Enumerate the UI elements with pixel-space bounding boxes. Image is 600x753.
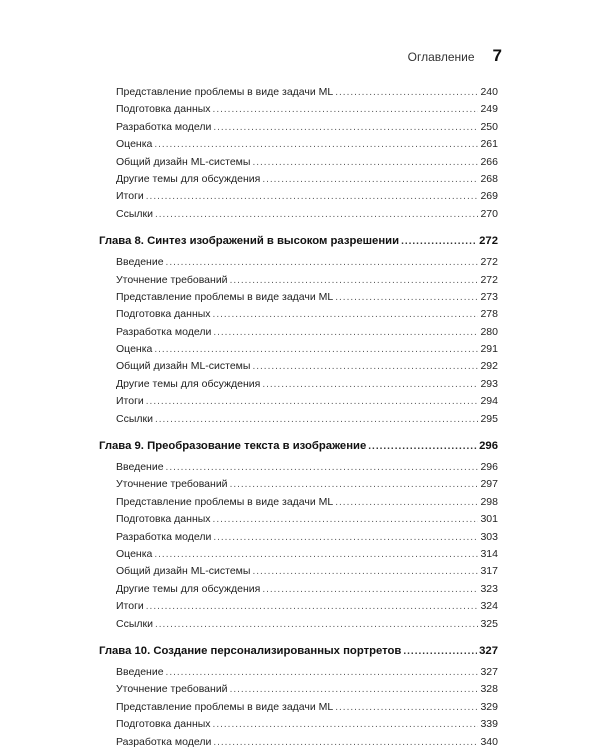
- toc-entry: [99, 513, 498, 530]
- leader-dots: [166, 257, 479, 268]
- chapter-heading: [99, 235, 498, 255]
- toc-entry: [99, 156, 498, 173]
- leader-dots: [335, 87, 478, 98]
- leader-dots: [335, 497, 478, 508]
- toc-entry-page: 280: [480, 325, 498, 338]
- toc-entry-label: Разработка модели: [116, 325, 212, 338]
- table-of-contents: [99, 86, 498, 753]
- toc-entry-label: Подготовка данных: [116, 308, 211, 321]
- running-title: Оглавление: [407, 50, 475, 64]
- toc-entry-page: 328: [480, 683, 498, 696]
- toc-entry: [99, 378, 498, 395]
- toc-entry: [99, 600, 498, 617]
- toc-entry-page: 339: [480, 718, 498, 731]
- toc-entry-page: 293: [480, 377, 498, 390]
- toc-entry: [99, 718, 498, 735]
- toc-entry-page: 278: [480, 308, 498, 321]
- toc-entry: [99, 308, 498, 325]
- leader-dots: [154, 344, 478, 355]
- toc-entry-page: 297: [480, 478, 498, 491]
- toc-entry: [99, 683, 498, 700]
- chapter-page: 272: [479, 235, 498, 248]
- toc-entry-page: 298: [480, 495, 498, 508]
- leader-dots: [401, 236, 477, 247]
- toc-entry: [99, 86, 498, 103]
- leader-dots: [146, 601, 479, 612]
- leader-dots: [262, 379, 478, 390]
- leader-dots: [146, 191, 479, 202]
- toc-entry: [99, 256, 498, 273]
- toc-entry-page: 327: [480, 665, 498, 678]
- toc-entry: [99, 478, 498, 495]
- toc-entry-page: 301: [480, 513, 498, 526]
- toc-entry-page: 323: [480, 582, 498, 595]
- toc-entry-label: Подготовка данных: [116, 103, 211, 116]
- toc-entry-page: 266: [480, 155, 498, 168]
- leader-dots: [155, 619, 479, 630]
- toc-entry-label: Уточнение требований: [116, 478, 228, 491]
- toc-entry-label: Разработка модели: [116, 120, 212, 133]
- toc-entry-label: Представление проблемы в виде задачи ML: [116, 290, 334, 303]
- toc-entry-label: Общий дизайн ML-системы: [116, 565, 251, 578]
- toc-entry-label: Ссылки: [116, 617, 153, 630]
- toc-entry-label: Оценка: [116, 343, 153, 356]
- toc-entry-page: 295: [480, 412, 498, 425]
- leader-dots: [230, 684, 479, 695]
- leader-dots: [155, 209, 479, 220]
- toc-entry-page: 273: [480, 290, 498, 303]
- leader-dots: [146, 396, 479, 407]
- toc-entry: [99, 461, 498, 478]
- leader-dots: [335, 292, 478, 303]
- toc-entry-page: 325: [480, 617, 498, 630]
- toc-entry-page: 291: [480, 343, 498, 356]
- toc-entry: [99, 583, 498, 600]
- toc-entry: [99, 138, 498, 155]
- toc-entry: [99, 121, 498, 138]
- toc-entry: [99, 208, 498, 225]
- toc-entry-label: Введение: [116, 256, 164, 269]
- toc-entry: [99, 736, 498, 753]
- toc-entry-page: 272: [480, 256, 498, 269]
- leader-dots: [252, 566, 478, 577]
- toc-entry: [99, 326, 498, 343]
- chapter-page: 296: [479, 440, 498, 453]
- running-header: [408, 46, 502, 66]
- leader-dots: [262, 174, 478, 185]
- toc-entry-page: 294: [480, 395, 498, 408]
- toc-entry-label: Другие темы для обсуждения: [116, 582, 261, 595]
- leader-dots: [213, 309, 479, 320]
- toc-entry-page: 296: [480, 461, 498, 474]
- toc-entry: [99, 173, 498, 190]
- toc-entry-page: 324: [480, 600, 498, 613]
- toc-entry: [99, 496, 498, 513]
- toc-entry-page: 340: [480, 735, 498, 748]
- chapter-heading: [99, 645, 498, 665]
- toc-entry-label: Итоги: [116, 600, 144, 613]
- toc-entry: [99, 343, 498, 360]
- leader-dots: [213, 532, 478, 543]
- toc-entry-page: 272: [480, 273, 498, 286]
- toc-entry: [99, 190, 498, 207]
- toc-entry-label: Другие темы для обсуждения: [116, 172, 261, 185]
- leader-dots: [230, 275, 479, 286]
- toc-entry: [99, 360, 498, 377]
- page-number: 7: [492, 46, 502, 65]
- toc-entry: [99, 701, 498, 718]
- leader-dots: [252, 361, 478, 372]
- leader-dots: [213, 122, 478, 133]
- toc-entry-label: Разработка модели: [116, 735, 212, 748]
- toc-entry: [99, 103, 498, 120]
- chapter-title: Глава 8. Синтез изображений в высоком разрешении: [99, 235, 400, 248]
- toc-entry-page: 314: [480, 547, 498, 560]
- toc-entry: [99, 666, 498, 683]
- chapter-title: Глава 9. Преобразование текста в изображение: [99, 440, 367, 453]
- toc-entry-label: Уточнение требований: [116, 273, 228, 286]
- toc-entry: [99, 274, 498, 291]
- toc-entry-page: 249: [480, 103, 498, 116]
- toc-entry: [99, 548, 498, 565]
- toc-entry-page: 240: [480, 86, 498, 98]
- toc-entry-label: Общий дизайн ML-системы: [116, 360, 251, 373]
- toc-entry: [99, 291, 498, 308]
- toc-entry-label: Другие темы для обсуждения: [116, 377, 261, 390]
- toc-entry-label: Ссылки: [116, 412, 153, 425]
- leader-dots: [403, 646, 477, 657]
- leader-dots: [252, 157, 478, 168]
- leader-dots: [166, 462, 479, 473]
- toc-entry-page: 268: [480, 172, 498, 185]
- toc-entry-page: 270: [480, 207, 498, 220]
- leader-dots: [166, 667, 479, 678]
- leader-dots: [262, 584, 478, 595]
- toc-entry-page: 292: [480, 360, 498, 373]
- leader-dots: [213, 104, 479, 115]
- toc-entry-label: Общий дизайн ML-системы: [116, 155, 251, 168]
- chapter-title: Глава 10. Создание персонализированных портретов: [99, 644, 402, 657]
- toc-entry-label: Уточнение требований: [116, 683, 228, 696]
- toc-entry-label: Представление проблемы в виде задачи ML: [116, 700, 334, 713]
- toc-entry-label: Итоги: [116, 395, 144, 408]
- toc-entry-page: 303: [480, 530, 498, 543]
- leader-dots: [213, 737, 478, 748]
- leader-dots: [154, 549, 478, 560]
- toc-entry-label: Представление проблемы в виде задачи ML: [116, 86, 334, 98]
- toc-entry-label: Введение: [116, 665, 164, 678]
- toc-entry-page: 250: [480, 120, 498, 133]
- toc-entry-page: 269: [480, 190, 498, 203]
- leader-dots: [335, 702, 478, 713]
- toc-entry-label: Оценка: [116, 138, 153, 151]
- leader-dots: [230, 479, 479, 490]
- toc-entry-label: Введение: [116, 461, 164, 474]
- leader-dots: [213, 719, 479, 730]
- leader-dots: [368, 441, 477, 452]
- toc-entry-label: Подготовка данных: [116, 513, 211, 526]
- toc-entry: [99, 395, 498, 412]
- chapter-page: 327: [479, 644, 498, 657]
- toc-entry: [99, 618, 498, 635]
- toc-entry-label: Ссылки: [116, 207, 153, 220]
- toc-entry: [99, 565, 498, 582]
- toc-entry-label: Оценка: [116, 547, 153, 560]
- toc-entry-label: Подготовка данных: [116, 718, 211, 731]
- chapter-heading: [99, 440, 498, 460]
- leader-dots: [155, 414, 479, 425]
- toc-entry-label: Разработка модели: [116, 530, 212, 543]
- toc-entry-label: Итоги: [116, 190, 144, 203]
- leader-dots: [213, 327, 478, 338]
- toc-entry-page: 317: [480, 565, 498, 578]
- toc-entry-label: Представление проблемы в виде задачи ML: [116, 495, 334, 508]
- leader-dots: [154, 139, 478, 150]
- toc-entry-page: 261: [480, 138, 498, 151]
- toc-entry-page: 329: [480, 700, 498, 713]
- toc-entry: [99, 413, 498, 430]
- leader-dots: [213, 514, 479, 525]
- toc-entry: [99, 531, 498, 548]
